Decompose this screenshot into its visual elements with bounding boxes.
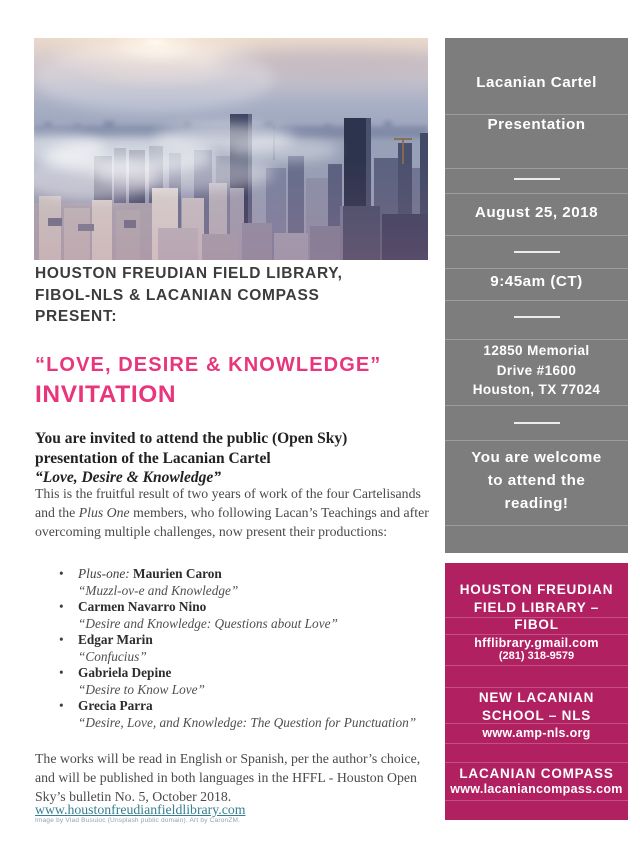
description-paragraph xyxy=(35,484,433,541)
org-name-line: HOUSTON FREUDIAN xyxy=(459,582,614,597)
organizations-panel xyxy=(445,563,628,820)
website-link[interactable]: www.houstonfreudianfieldlibrary.com xyxy=(35,802,246,817)
presenters-line: PRESENT: xyxy=(35,308,118,325)
org-website: www.amp-nls.org xyxy=(482,726,591,740)
separator-line xyxy=(445,168,628,169)
image-credit: Image by Vlad Busuioc (Unsplash public domain). Art by CaronZM. xyxy=(35,817,241,824)
presenters-list xyxy=(59,566,423,731)
separator-line xyxy=(445,114,628,115)
bullet-marker: • xyxy=(59,566,64,581)
welcome-line: to attend the xyxy=(487,472,586,489)
presenters-line: HOUSTON FREUDIAN FIELD LIBRARY, xyxy=(35,265,343,282)
bullet-marker: • xyxy=(59,632,64,647)
description-text: This is the fruitful result of two years of work of the four Cartelisands and the xyxy=(35,486,421,520)
org-name xyxy=(445,581,628,634)
org-email: hfflibrary.gmail.com xyxy=(474,636,599,650)
presenter-name: Grecia Parra xyxy=(78,698,153,713)
address-line: Houston, TX 77024 xyxy=(472,382,601,397)
org-name-line: SCHOOL – NLS xyxy=(481,707,592,723)
org-name xyxy=(445,689,628,724)
list-item xyxy=(59,665,423,698)
divider-line xyxy=(514,422,560,424)
org-name: LACANIAN COMPASS xyxy=(459,766,614,781)
address-line: Drive #1600 xyxy=(496,362,577,378)
presenter-name: Maurien Caron xyxy=(133,566,222,581)
org-name-line: FIBOL xyxy=(514,617,559,632)
separator-line xyxy=(445,634,628,635)
city-skyline-illustration xyxy=(34,38,428,260)
work-title: “Desire and Knowledge: Questions about Love” xyxy=(78,615,338,631)
event-subtitle: Presentation xyxy=(487,116,586,133)
org-phone: (281) 318-9579 xyxy=(498,650,575,662)
presenter-name: Edgar Marin xyxy=(78,632,153,647)
separator-line xyxy=(445,235,628,236)
cartel-name-line: “Love, Desire & Knowledge” xyxy=(35,469,221,486)
plus-one-italic: Plus One xyxy=(78,505,130,520)
bullet-marker: • xyxy=(59,599,64,614)
work-title: “Desire to Know Love” xyxy=(78,681,205,697)
separator-line xyxy=(445,762,628,763)
address-line: 12850 Memorial xyxy=(483,343,590,358)
work-title: “Confucius” xyxy=(78,648,147,664)
list-item xyxy=(59,566,423,599)
invitation-intro-line: presentation of the Lacanian Cartel xyxy=(35,449,271,467)
work-title: “Desire, Love, and Knowledge: The Question for Punctuation” xyxy=(78,714,417,730)
separator-line xyxy=(445,525,628,526)
list-item xyxy=(59,698,423,731)
separator-line xyxy=(445,665,628,666)
separator-line xyxy=(445,339,628,340)
org-name-line: NEW LACANIAN xyxy=(478,690,595,705)
separator-line xyxy=(445,723,628,724)
list-item xyxy=(59,599,423,632)
welcome-message xyxy=(445,446,628,515)
presenters-heading xyxy=(35,263,433,328)
title-invitation: INVITATION xyxy=(35,381,177,408)
event-title: Lacanian Cartel xyxy=(476,74,597,91)
presenters-line: FIBOL-NLS & LACANIAN COMPASS xyxy=(35,286,320,304)
page-title xyxy=(35,352,381,410)
event-date: August 25, 2018 xyxy=(474,204,599,221)
separator-line xyxy=(445,193,628,194)
work-title: “Muzzl-ov-e and Knowledge” xyxy=(78,582,239,598)
title-quote: “LOVE, DESIRE & KNOWLEDGE” xyxy=(35,354,382,376)
event-address xyxy=(445,341,628,400)
invitation-intro xyxy=(35,429,433,488)
list-item xyxy=(59,632,423,665)
event-details-panel xyxy=(445,38,628,553)
divider-line xyxy=(514,178,560,180)
separator-line xyxy=(445,268,628,269)
separator-line xyxy=(445,405,628,406)
divider-line xyxy=(514,316,560,318)
presenter-role: Plus-one: xyxy=(78,566,134,581)
presenter-name: Gabriela Depine xyxy=(78,665,172,680)
welcome-line: reading! xyxy=(504,495,569,512)
separator-line xyxy=(445,617,628,618)
presenter-name: Carmen Navarro Nino xyxy=(78,599,207,614)
description-text: members, who following Lacan’s Teachings and after overcoming multiple challenges, now present their productions: xyxy=(35,505,429,539)
invitation-intro-line: You are invited to attend the public (Open Sky) xyxy=(35,430,348,447)
divider-line xyxy=(514,251,560,253)
org-website: www.lacaniancompass.com xyxy=(450,782,623,796)
separator-line xyxy=(445,800,628,801)
closing-paragraph: The works will be read in English or Spanish, per the author’s choice, and will be published in both languages in the HFFL - Houston Open Sky’s bulletin No. 5, October 2018. xyxy=(35,751,421,804)
org-name-line: FIELD LIBRARY – xyxy=(473,599,600,615)
welcome-line: You are welcome xyxy=(471,449,602,466)
separator-line xyxy=(445,687,628,688)
bullet-marker: • xyxy=(59,665,64,680)
city-skyline-photo xyxy=(34,38,428,260)
bullet-marker: • xyxy=(59,698,64,713)
separator-line xyxy=(445,300,628,301)
event-time: 9:45am (CT) xyxy=(490,273,583,290)
separator-line xyxy=(445,743,628,744)
separator-line xyxy=(445,440,628,441)
